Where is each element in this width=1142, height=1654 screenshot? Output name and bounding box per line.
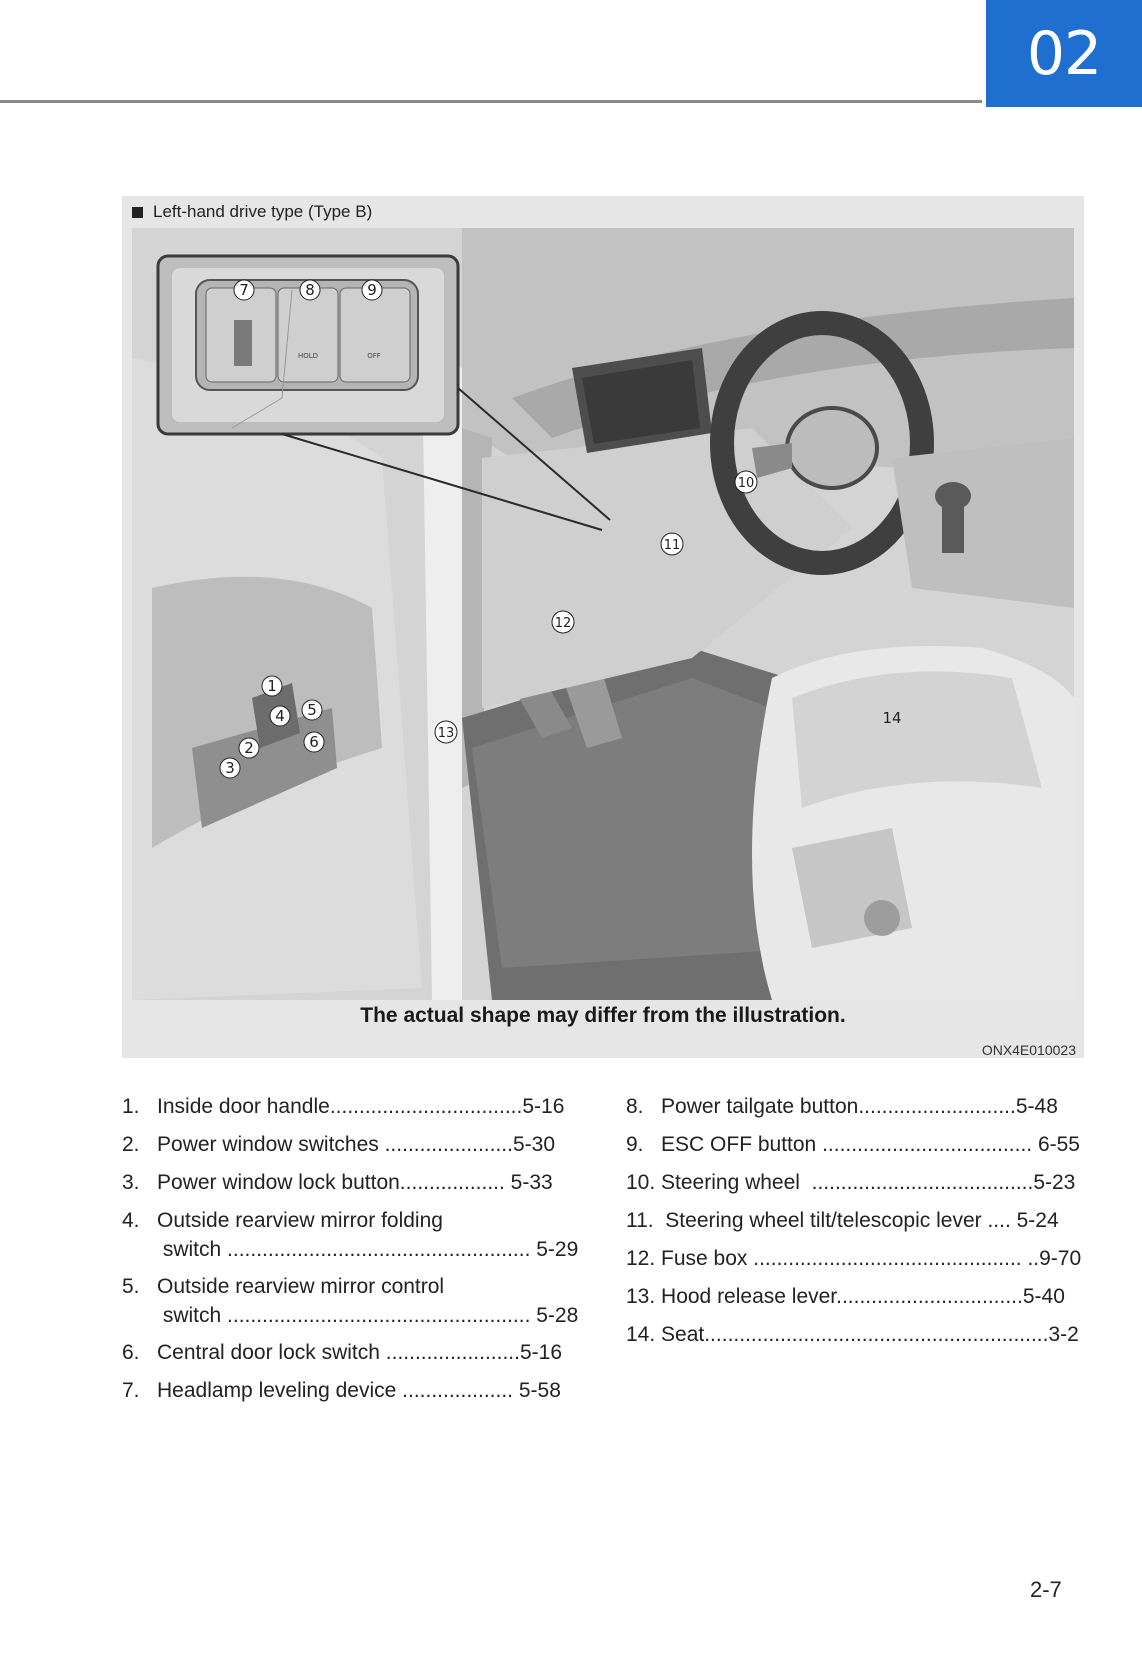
callout-9 [362, 280, 382, 300]
callout-3 [220, 758, 240, 778]
list-item: 8. Power tailgate button...........................5-48 [626, 1095, 1058, 1118]
list-item: 2. Power window switches ......................5-30 [122, 1133, 555, 1156]
component-list-right [626, 1088, 1082, 1354]
figure-code: ONX4E010023 [981, 1042, 1076, 1058]
callout-4 [270, 706, 290, 726]
callout-10 [735, 471, 757, 493]
list-item: 14. Seat...........................................................3-2 [626, 1323, 1079, 1346]
callout-7 [234, 280, 254, 300]
figure-panel [122, 196, 1084, 1058]
list-item: 13. Hood release lever................................5-40 [626, 1285, 1065, 1308]
callout-8 [300, 280, 320, 300]
list-item: 12. Fuse box .............................................. ..9-70 [626, 1247, 1082, 1270]
page-number: 2-7 [1030, 1577, 1062, 1602]
svg-text:4: 4 [275, 707, 285, 725]
callout-11 [661, 533, 683, 555]
svg-text:13: 13 [437, 726, 455, 741]
svg-text:14: 14 [882, 709, 902, 727]
list-item: 5. Outside rearview mirror control switch .................................................... 5-28 [122, 1275, 579, 1327]
callout-6 [304, 732, 324, 752]
figure-caption [132, 202, 372, 222]
svg-text:10: 10 [737, 476, 755, 491]
callout-12 [552, 611, 574, 633]
list-item: 11. Steering wheel tilt/telescopic lever .... 5-24 [626, 1209, 1059, 1232]
callout-2 [239, 738, 259, 758]
component-list-left [122, 1088, 579, 1410]
figure-caption-text: Left-hand drive type (Type B) [153, 202, 373, 221]
chapter-tab: 02 [986, 0, 1142, 107]
vehicle-interior-illustration [132, 228, 1074, 1000]
figure-note: The actual shape may differ from the illustration. [360, 1004, 846, 1027]
svg-text:7: 7 [239, 281, 249, 299]
callout-1 [262, 676, 282, 696]
svg-text:9: 9 [367, 281, 377, 299]
svg-text:8: 8 [305, 281, 315, 299]
svg-text:5: 5 [307, 701, 317, 719]
svg-text:3: 3 [225, 759, 235, 777]
list-item: 6. Central door lock switch .......................5-16 [122, 1341, 562, 1364]
list-item: 7. Headlamp leveling device ................... 5-58 [122, 1379, 561, 1402]
svg-text:11: 11 [663, 538, 681, 553]
svg-text:12: 12 [554, 616, 572, 631]
list-item: 4. Outside rearview mirror folding switch .................................................... 5-29 [122, 1209, 579, 1261]
list-item: 10. Steering wheel ......................................5-23 [626, 1171, 1076, 1194]
callout-14 [882, 709, 901, 727]
square-bullet-icon [132, 207, 143, 218]
list-item: 9. ESC OFF button .................................... 6-55 [626, 1133, 1080, 1156]
svg-text:2: 2 [244, 739, 254, 757]
svg-text:6: 6 [309, 733, 319, 751]
header-rule [0, 100, 982, 103]
svg-text:1: 1 [267, 677, 277, 695]
off-label: OFF [367, 352, 381, 360]
list-item: 3. Power window lock button.................. 5-33 [122, 1171, 553, 1194]
interior-drawing [132, 228, 1074, 1000]
callout-13 [435, 721, 457, 743]
list-item: 1. Inside door handle.................................5-16 [122, 1095, 565, 1118]
hold-label: HOLD [297, 352, 319, 360]
callout-5 [302, 700, 322, 720]
